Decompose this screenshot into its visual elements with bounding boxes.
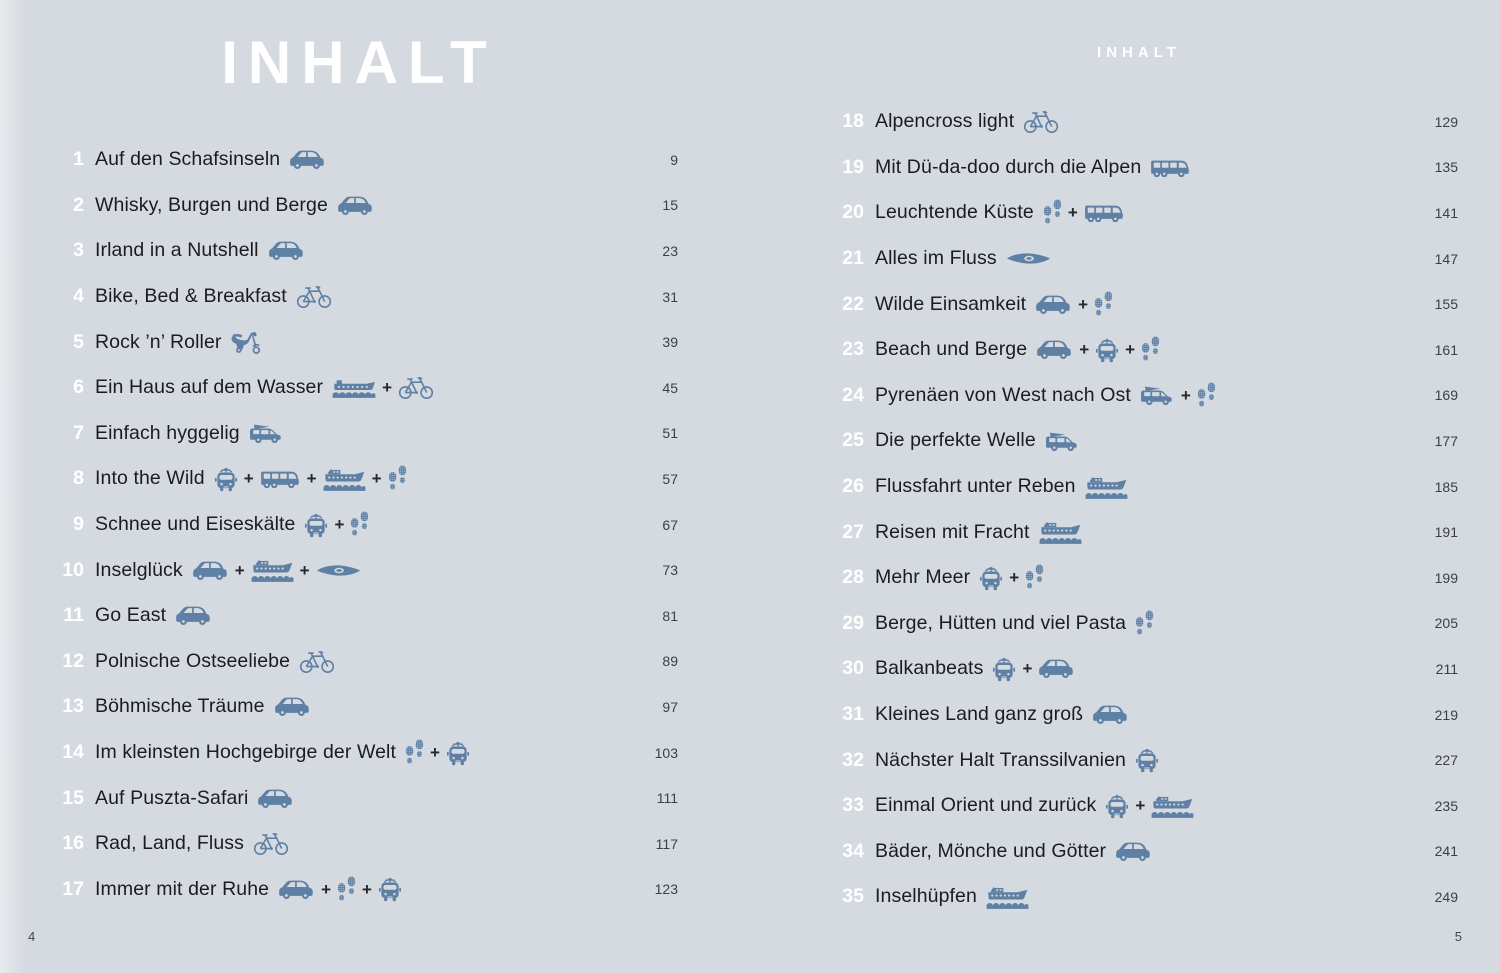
entry-title: Pyrenäen von West nach Ost xyxy=(875,383,1131,406)
plus-separator: + xyxy=(243,469,254,489)
footprints-icon xyxy=(350,511,369,538)
entry-title: Die perfekte Welle xyxy=(875,429,1036,452)
entry-page-number: 39 xyxy=(662,334,678,351)
car-icon xyxy=(1035,293,1072,316)
entry-number: 33 xyxy=(842,794,864,817)
entry-number: 27 xyxy=(842,520,864,543)
car-icon xyxy=(337,194,374,217)
entry-title: Auf den Schafsinseln xyxy=(95,148,281,171)
car-icon xyxy=(289,148,326,171)
toc-entry xyxy=(40,274,678,320)
footprints-icon xyxy=(337,876,356,903)
entry-title: Rad, Land, Fluss xyxy=(95,832,245,855)
entry-transport-icons xyxy=(992,655,1075,683)
entry-transport-icons xyxy=(979,564,1044,592)
entry-page-number: 103 xyxy=(654,744,678,761)
entry-page-number: 23 xyxy=(662,242,678,259)
entry-title: Into the Wild xyxy=(95,467,205,490)
entry-page-number: 235 xyxy=(1434,797,1458,814)
entry-page-number: 161 xyxy=(1434,341,1458,358)
entry-number: 24 xyxy=(842,383,864,406)
entry-transport-icons xyxy=(337,194,374,217)
toc-entry xyxy=(820,281,1458,327)
entry-title: Beach und Berge xyxy=(875,338,1028,361)
entry-number: 2 xyxy=(73,193,84,216)
entry-number: 22 xyxy=(842,292,864,315)
entry-title: Kleines Land ganz groß xyxy=(875,703,1084,726)
toc-entry xyxy=(40,684,678,730)
entry-transport-icons xyxy=(1043,199,1125,226)
toc-entry xyxy=(820,783,1458,829)
toc-entry xyxy=(40,411,678,457)
entry-title: Wilde Einsamkeit xyxy=(875,292,1027,315)
entry-number: 34 xyxy=(842,839,864,862)
folio-right: 5 xyxy=(1454,929,1462,944)
entry-transport-icons xyxy=(296,284,332,309)
entry-page-number: 249 xyxy=(1434,888,1458,905)
car-icon xyxy=(1115,840,1152,863)
train-icon xyxy=(1135,746,1159,774)
bicycle-icon xyxy=(398,375,434,400)
plus-separator: + xyxy=(1079,340,1090,360)
car-icon xyxy=(1038,657,1075,680)
page-title: INHALT xyxy=(221,29,497,96)
entry-transport-icons xyxy=(1140,382,1216,409)
entry-page-number: 169 xyxy=(1434,387,1458,404)
entry-title: Flussfahrt unter Reben xyxy=(875,475,1076,498)
entry-page-number: 45 xyxy=(662,379,678,396)
entry-transport-icons xyxy=(192,558,361,582)
ship-icon xyxy=(1151,794,1194,818)
train-icon xyxy=(992,655,1016,683)
entry-number: 21 xyxy=(842,247,864,270)
entry-page-number: 155 xyxy=(1434,296,1458,313)
entry-number: 9 xyxy=(73,513,84,536)
entry-title: Irland in a Nutshell xyxy=(95,239,259,262)
entry-transport-icons xyxy=(1115,840,1152,863)
entry-page-number: 241 xyxy=(1434,843,1458,860)
bicycle-icon xyxy=(253,831,289,856)
entry-number: 13 xyxy=(62,695,84,718)
entry-title: Rock ’n’ Roller xyxy=(95,330,222,353)
entry-number: 12 xyxy=(62,649,84,672)
entry-page-number: 51 xyxy=(662,425,678,442)
entry-transport-icons xyxy=(299,649,335,674)
entry-title: Schnee und Eiseskälte xyxy=(95,513,296,536)
toc-entry xyxy=(40,821,678,867)
ship-icon xyxy=(986,885,1029,909)
entry-number: 29 xyxy=(842,611,864,634)
footprints-icon xyxy=(1197,382,1216,409)
footprints-icon xyxy=(1135,610,1154,637)
car-icon xyxy=(257,787,294,810)
train-icon xyxy=(378,875,402,903)
running-header: INHALT xyxy=(1097,44,1181,61)
toc-entry xyxy=(820,145,1458,191)
entry-transport-icons xyxy=(278,875,402,903)
plus-separator: + xyxy=(299,560,310,580)
entry-title: Inselglück xyxy=(95,558,183,581)
entry-page-number: 67 xyxy=(662,516,678,533)
toc-entry xyxy=(820,874,1458,920)
entry-page-number: 205 xyxy=(1434,615,1458,632)
train-icon xyxy=(214,465,238,493)
entry-number: 6 xyxy=(73,376,84,399)
entry-number: 8 xyxy=(73,467,84,490)
train-icon xyxy=(979,564,1003,592)
entry-number: 20 xyxy=(842,201,864,224)
train-icon xyxy=(446,739,470,767)
entry-transport-icons xyxy=(249,421,284,445)
entry-transport-icons xyxy=(1023,109,1059,134)
toc-entry xyxy=(820,737,1458,783)
entry-transport-icons xyxy=(1006,252,1051,265)
entry-page-number: 73 xyxy=(662,562,678,579)
entry-page-number: 129 xyxy=(1434,113,1458,130)
entry-title: Mit Dü-da-doo durch die Alpen xyxy=(875,155,1142,178)
entry-title: Balkanbeats xyxy=(875,657,984,680)
entry-transport-icons xyxy=(1092,703,1129,726)
entry-number: 30 xyxy=(842,657,864,680)
train-icon xyxy=(1095,336,1119,364)
plus-separator: + xyxy=(1078,294,1089,314)
entry-transport-icons xyxy=(1036,336,1160,364)
car-icon xyxy=(278,878,315,901)
toc-entry xyxy=(40,639,678,685)
footprints-icon xyxy=(405,739,424,766)
entry-title: Alles im Fluss xyxy=(875,247,997,270)
entry-page-number: 141 xyxy=(1434,204,1458,221)
entry-page-number: 211 xyxy=(1435,660,1458,677)
ship-icon xyxy=(323,467,366,491)
entry-transport-icons xyxy=(1135,610,1154,637)
toc-entry xyxy=(820,601,1458,647)
plus-separator: + xyxy=(321,879,332,899)
plus-separator: + xyxy=(362,879,372,899)
kayak-icon xyxy=(1006,252,1051,265)
plus-separator: + xyxy=(234,560,245,580)
plus-separator: + xyxy=(1022,659,1033,679)
entry-number: 3 xyxy=(73,239,84,262)
toc-entry xyxy=(820,418,1458,464)
entry-page-number: 191 xyxy=(1434,524,1458,541)
train-icon xyxy=(304,511,328,539)
entry-title: Leuchtende Küste xyxy=(875,201,1034,224)
folio-left: 4 xyxy=(28,929,36,944)
entry-transport-icons xyxy=(1150,156,1191,179)
entry-page-number: 15 xyxy=(662,197,678,214)
entry-transport-icons xyxy=(214,465,407,493)
right-entries xyxy=(820,99,1458,920)
toc-entry xyxy=(40,137,678,183)
plus-separator: + xyxy=(430,743,440,763)
bus-icon xyxy=(1150,156,1191,179)
campervan-icon xyxy=(1045,429,1080,453)
entry-title: Ein Haus auf dem Wasser xyxy=(95,376,324,399)
entry-title: Immer mit der Ruhe xyxy=(95,877,270,900)
toc-entry xyxy=(820,190,1458,236)
toc-entry xyxy=(820,555,1458,601)
entry-page-number: 57 xyxy=(662,470,678,487)
toc-entry xyxy=(820,99,1458,145)
entry-transport-icons xyxy=(1035,291,1113,318)
plus-separator: + xyxy=(1125,340,1136,360)
entry-page-number: 177 xyxy=(1434,432,1458,449)
entry-title: Bäder, Mönche und Götter xyxy=(875,839,1107,862)
entry-title: Einmal Orient und zurück xyxy=(875,794,1097,817)
car-icon xyxy=(175,604,212,627)
entry-page-number: 117 xyxy=(655,835,678,852)
plus-separator: + xyxy=(1180,385,1191,405)
entry-number: 10 xyxy=(62,558,84,581)
entry-page-number: 111 xyxy=(656,790,678,807)
toc-entry xyxy=(40,502,678,548)
plus-separator: + xyxy=(382,378,393,398)
entry-page-number: 9 xyxy=(670,151,678,168)
entry-transport-icons xyxy=(1039,520,1082,544)
footprints-icon xyxy=(1025,564,1044,591)
entry-number: 19 xyxy=(842,155,864,178)
entry-transport-icons xyxy=(253,831,289,856)
footprints-icon xyxy=(1094,291,1113,318)
entry-page-number: 199 xyxy=(1434,569,1458,586)
entry-page-number: 81 xyxy=(662,607,678,624)
entry-number: 11 xyxy=(63,604,84,627)
entry-title: Nächster Halt Transsilvanien xyxy=(875,748,1126,771)
toc-entry xyxy=(820,646,1458,692)
toc-entry xyxy=(820,509,1458,555)
entry-transport-icons xyxy=(268,239,305,262)
toc-entry xyxy=(40,730,678,776)
plus-separator: + xyxy=(334,515,345,535)
entry-number: 28 xyxy=(842,566,864,589)
entry-page-number: 227 xyxy=(1434,752,1458,769)
entry-page-number: 123 xyxy=(654,881,678,898)
footprints-icon xyxy=(1043,199,1062,226)
scooter-icon xyxy=(230,330,264,355)
bicycle-icon xyxy=(1023,109,1059,134)
entry-number: 26 xyxy=(842,475,864,498)
car-icon xyxy=(192,559,229,582)
toc-entry xyxy=(40,547,678,593)
toc-entry xyxy=(40,365,678,411)
entry-transport-icons xyxy=(332,375,434,400)
entry-title: Berge, Hütten und viel Pasta xyxy=(875,611,1127,634)
plus-separator: + xyxy=(371,469,382,489)
entry-page-number: 185 xyxy=(1434,478,1458,495)
entry-page-number: 31 xyxy=(662,288,678,305)
bicycle-icon xyxy=(296,284,332,309)
entry-title: Whisky, Burgen und Berge xyxy=(95,193,328,216)
bus-icon xyxy=(260,467,301,490)
plus-separator: + xyxy=(1067,203,1078,223)
bus-icon xyxy=(1084,201,1125,224)
entry-title: Bike, Bed & Breakfast xyxy=(95,285,287,308)
entry-title: Polnische Ostseeliebe xyxy=(95,649,291,672)
car-icon xyxy=(268,239,305,262)
entry-page-number: 97 xyxy=(662,698,678,715)
entry-title: Einfach hyggelig xyxy=(95,421,240,444)
entry-title: Im kleinsten Hochgebirge der Welt xyxy=(95,741,396,764)
entry-transport-icons xyxy=(304,511,369,539)
entry-transport-icons xyxy=(1045,429,1080,453)
entry-transport-icons xyxy=(1085,475,1128,499)
entry-title: Reisen mit Fracht xyxy=(875,520,1030,543)
ship-icon xyxy=(1085,475,1128,499)
car-icon xyxy=(1036,338,1073,361)
plus-separator: + xyxy=(1135,796,1146,816)
toc-entry xyxy=(820,236,1458,282)
entry-number: 14 xyxy=(62,741,84,764)
entry-title: Mehr Meer xyxy=(875,566,971,589)
toc-entry xyxy=(40,319,678,365)
entry-transport-icons xyxy=(1105,792,1194,820)
bicycle-icon xyxy=(299,649,335,674)
entry-number: 5 xyxy=(73,330,84,353)
entry-transport-icons xyxy=(986,885,1029,909)
footprints-icon xyxy=(388,465,407,492)
car-icon xyxy=(1092,703,1129,726)
entry-title: Inselhüpfen xyxy=(875,885,977,908)
entry-title: Alpencross light xyxy=(875,110,1015,133)
entry-number: 16 xyxy=(62,832,84,855)
ship-icon xyxy=(1039,520,1082,544)
toc-entry xyxy=(820,829,1458,875)
entry-transport-icons xyxy=(175,604,212,627)
toc-entry xyxy=(40,775,678,821)
entry-number: 25 xyxy=(842,429,864,452)
toc-entry xyxy=(40,228,678,274)
campervan-icon xyxy=(249,421,284,445)
entry-transport-icons xyxy=(274,695,311,718)
entry-number: 1 xyxy=(73,148,84,171)
entry-number: 18 xyxy=(842,110,864,133)
toc-entry xyxy=(40,456,678,502)
entry-number: 15 xyxy=(62,786,84,809)
entry-number: 7 xyxy=(73,421,84,444)
entry-transport-icons xyxy=(405,739,470,767)
entry-page-number: 89 xyxy=(662,653,678,670)
entry-page-number: 219 xyxy=(1434,706,1458,723)
plus-separator: + xyxy=(1009,568,1020,588)
entry-number: 23 xyxy=(842,338,864,361)
entry-transport-icons xyxy=(257,787,294,810)
entry-title: Auf Puszta-Safari xyxy=(95,786,249,809)
toc-entry xyxy=(820,327,1458,373)
plus-separator: + xyxy=(306,469,317,489)
toc-entry xyxy=(40,183,678,229)
toc-entry xyxy=(820,373,1458,419)
entry-title: Go East xyxy=(95,604,167,627)
houseboat-icon xyxy=(332,377,376,398)
campervan-icon xyxy=(1140,383,1175,407)
kayak-icon xyxy=(316,564,361,577)
ship-icon xyxy=(251,558,294,582)
toc-entry xyxy=(40,867,678,913)
train-icon xyxy=(1105,792,1129,820)
entry-transport-icons xyxy=(1135,746,1159,774)
entry-number: 17 xyxy=(62,877,84,900)
toc-entry xyxy=(820,692,1458,738)
entry-number: 32 xyxy=(842,748,864,771)
entry-title: Böhmische Träume xyxy=(95,695,265,718)
entry-transport-icons xyxy=(289,148,326,171)
entry-number: 35 xyxy=(842,885,864,908)
entry-number: 31 xyxy=(842,703,864,726)
footprints-icon xyxy=(1141,336,1160,363)
car-icon xyxy=(274,695,311,718)
toc-entry xyxy=(40,593,678,639)
left-entries xyxy=(40,137,678,912)
entry-page-number: 147 xyxy=(1434,250,1458,267)
entry-number: 4 xyxy=(73,285,84,308)
entry-transport-icons xyxy=(230,330,264,355)
toc-entry xyxy=(820,464,1458,510)
entry-page-number: 135 xyxy=(1434,159,1458,176)
